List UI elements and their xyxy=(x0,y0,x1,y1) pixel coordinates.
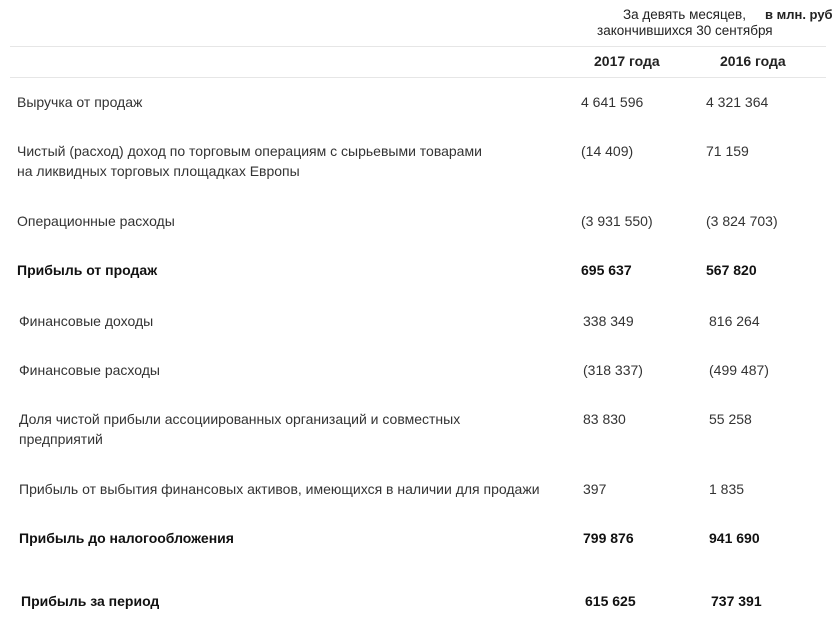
value-2017: 338 349 xyxy=(583,313,634,329)
period-header-line2: закончившихся 30 сентября xyxy=(597,23,773,38)
value-2017: 4 641 596 xyxy=(581,94,644,110)
row-label-continued: предприятий xyxy=(19,431,103,447)
value-2016: 567 820 xyxy=(706,262,757,278)
value-2017: 397 xyxy=(583,481,607,497)
row-label-continued: на ликвидных торговых площадках Европы xyxy=(17,163,300,179)
row-label: Выручка от продаж xyxy=(17,94,143,110)
value-2017: 695 637 xyxy=(581,262,632,278)
row-label: Прибыль от выбытия финансовых активов, имеющихся в наличии для продажи xyxy=(19,481,540,497)
row-label: Чистый (расход) доход по торговым операциям с сырьевыми товарами xyxy=(17,143,482,159)
row-label: Прибыль от продаж xyxy=(17,262,158,278)
column-header-2016: 2016 года xyxy=(720,53,786,69)
row-label: Операционные расходы xyxy=(17,213,175,229)
value-2016: 55 258 xyxy=(709,411,752,427)
value-2017: (3 931 550) xyxy=(581,213,653,229)
value-2016: (499 487) xyxy=(709,362,769,378)
row-label: Финансовые доходы xyxy=(19,313,154,329)
unit-label: в млн. руб xyxy=(765,7,833,22)
value-2017: 615 625 xyxy=(585,593,636,609)
row-label: Доля чистой прибыли ассоциированных организаций и совместных xyxy=(19,411,461,427)
value-2016: 4 321 364 xyxy=(706,94,769,110)
value-2017: (14 409) xyxy=(581,143,634,159)
value-2017: 83 830 xyxy=(583,411,626,427)
column-header-2017: 2017 года xyxy=(594,53,660,69)
value-2017: 799 876 xyxy=(583,530,634,546)
row-label: Прибыль за период xyxy=(21,593,160,609)
value-2016: 816 264 xyxy=(709,313,760,329)
value-2016: 737 391 xyxy=(711,593,762,609)
value-2016: (3 824 703) xyxy=(706,213,778,229)
value-2016: 1 835 xyxy=(709,481,745,497)
header-divider-top xyxy=(10,46,826,47)
period-header-line1: За девять месяцев, xyxy=(623,7,746,22)
header-divider-bottom xyxy=(10,77,826,78)
value-2016: 71 159 xyxy=(706,143,749,159)
row-label: Финансовые расходы xyxy=(19,362,160,378)
value-2017: (318 337) xyxy=(583,362,643,378)
value-2016: 941 690 xyxy=(709,530,760,546)
row-label: Прибыль до налогообложения xyxy=(19,530,234,546)
